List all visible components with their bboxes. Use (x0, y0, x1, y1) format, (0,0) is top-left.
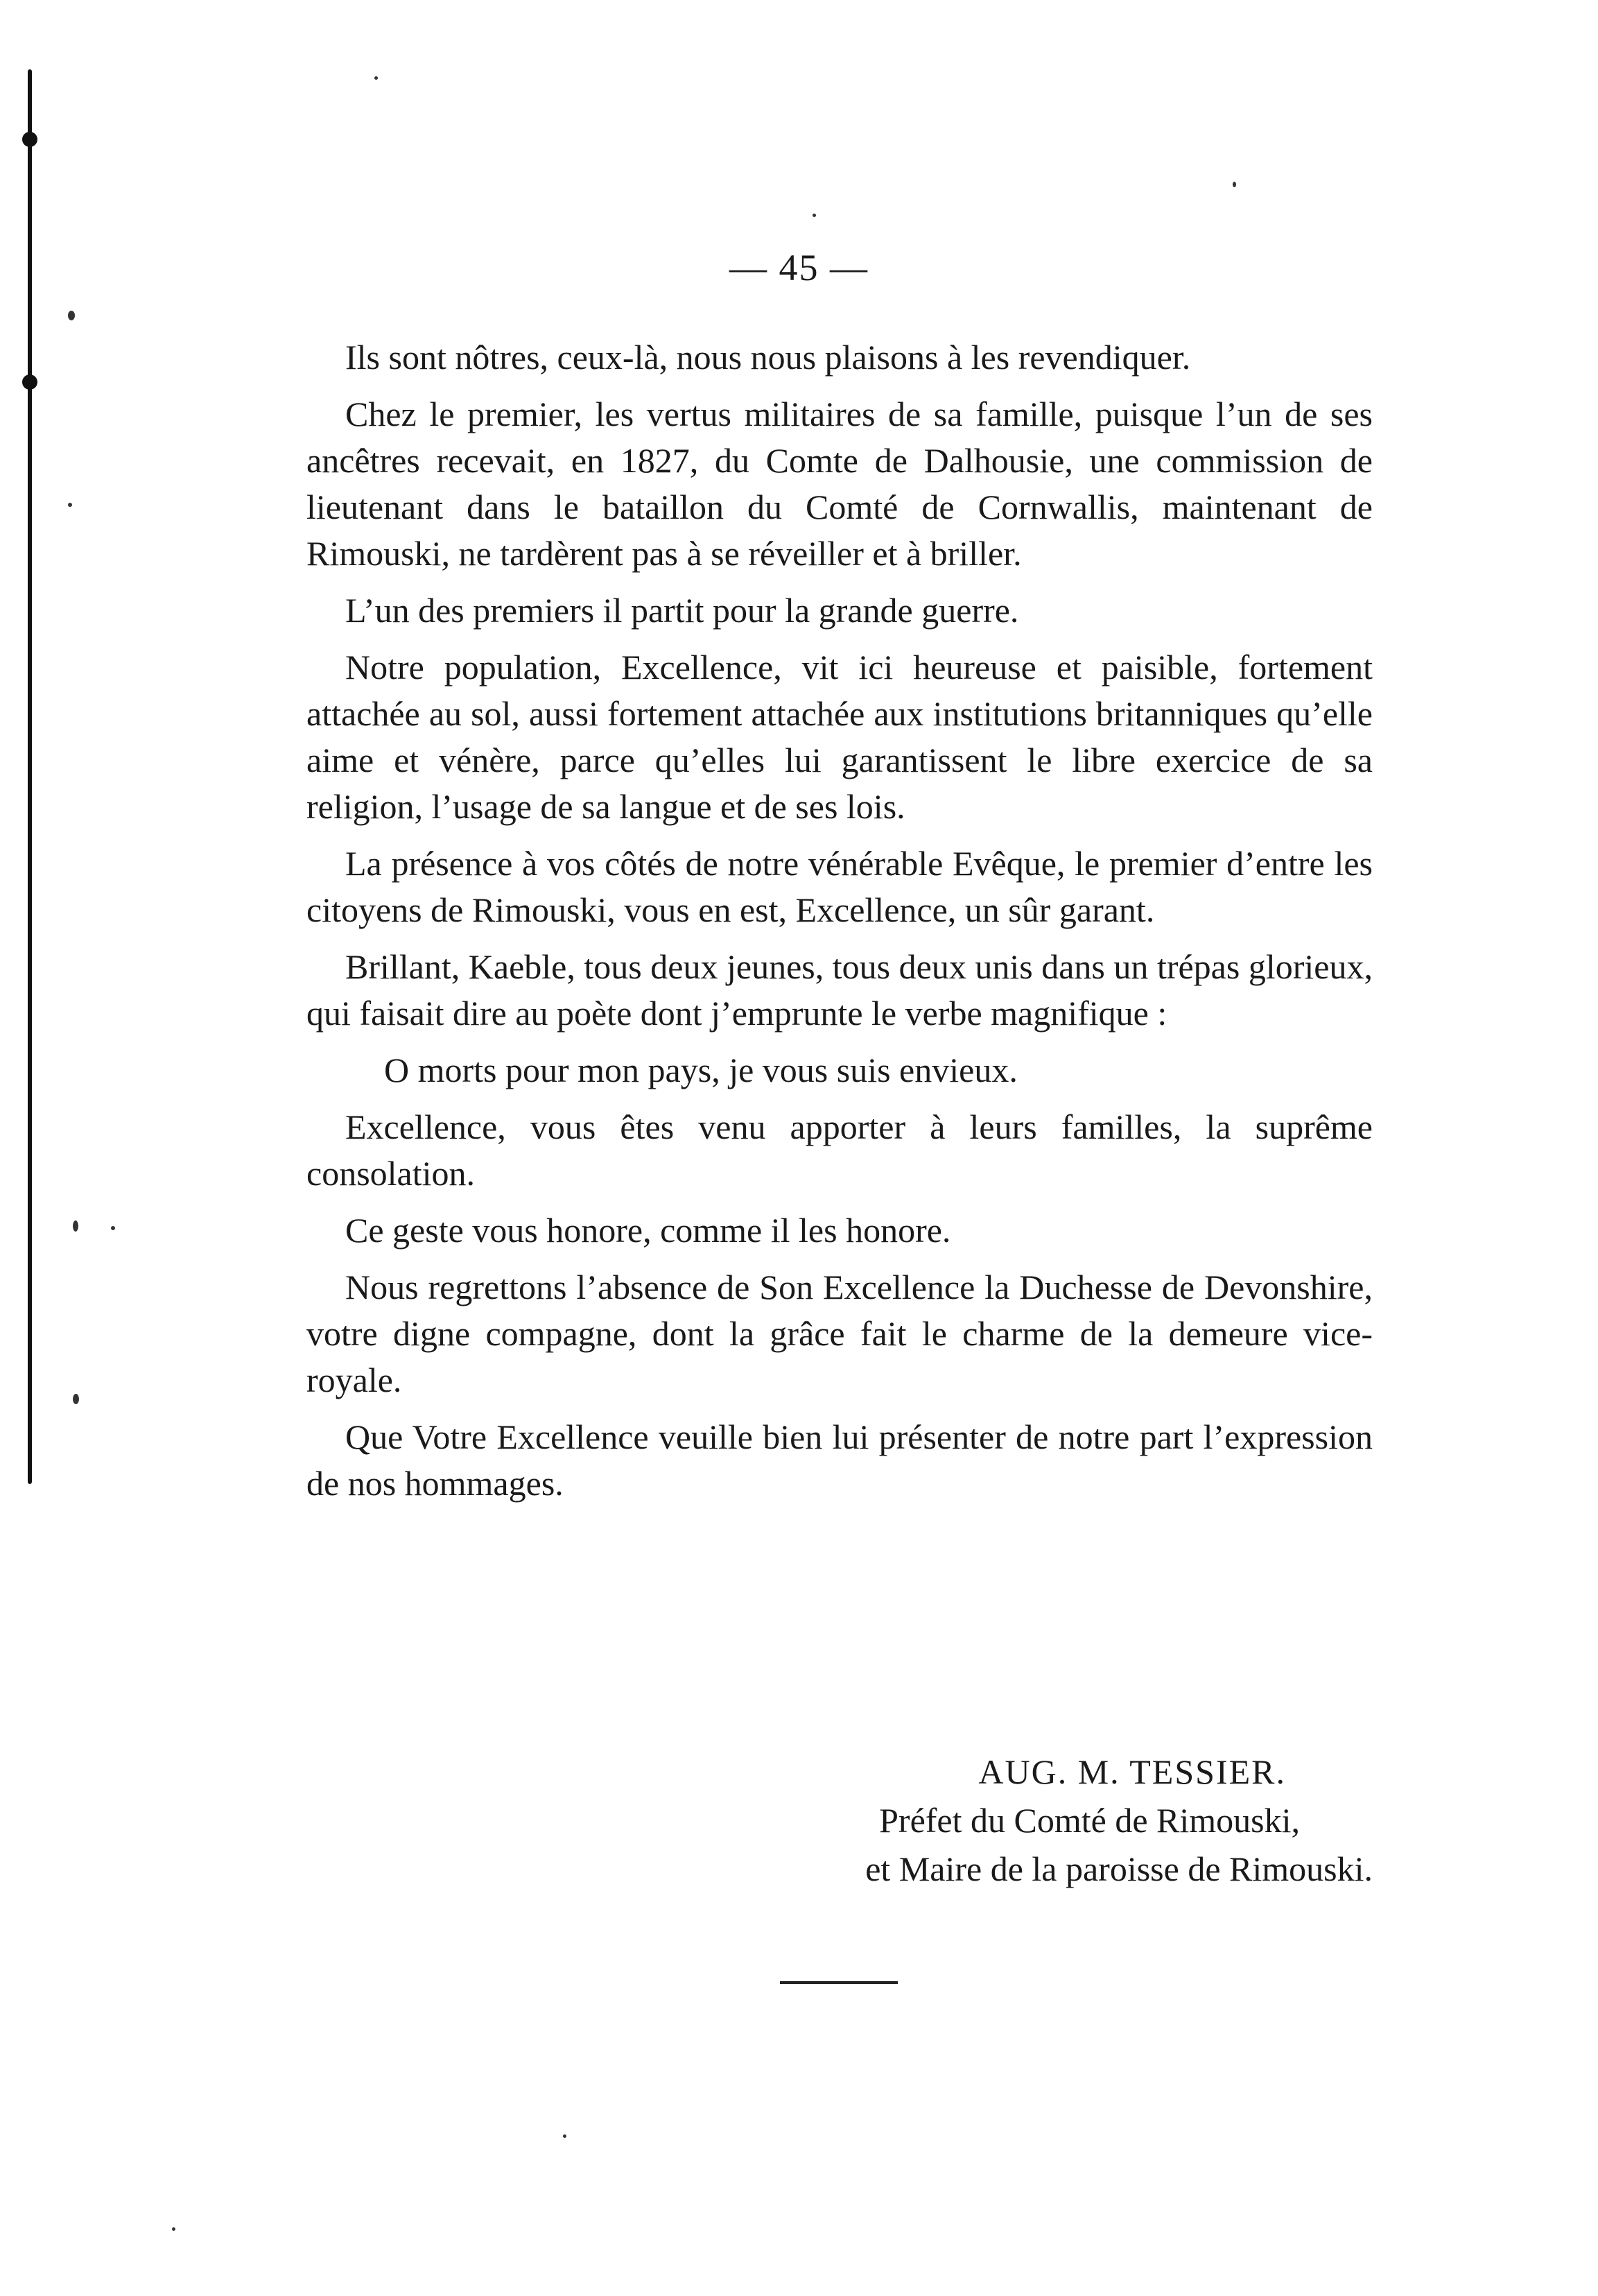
paragraph: Ils sont nôtres, ceux-là, nous nous plaisons à les revendiquer. (345, 338, 1191, 377)
paragraph: Excellence, vous êtes venu apporter à leurs familles, la suprême consolation. (306, 1107, 1373, 1193)
paragraph: Nous regrettons l’absence de Son Excellence la Duchesse de Devonshire, votre digne compagne, dont la grâce fait le charme de la demeure vice-royale. (306, 1268, 1373, 1399)
scan-speck (68, 503, 72, 507)
scan-speck (73, 1220, 78, 1232)
scan-speck (172, 2227, 175, 2231)
scan-speck (374, 76, 378, 80)
scan-speck (1233, 182, 1236, 187)
scan-speck (111, 1226, 115, 1230)
scan-speck (68, 311, 75, 320)
binding-mark (22, 132, 37, 147)
paragraph: Notre population, Excellence, vit ici heureuse et paisible, fortement attachée au sol, aussi fortement attachée aux institutions britanniques qu’elle aime et vénère, parce qu’elles lui garantissent le libre exercice de sa religion, l’usage de sa langue et de ses lois. (306, 648, 1373, 826)
paragraph: Brillant, Kaeble, tous deux jeunes, tous deux unis dans un trépas glorieux, qui faisait dire au poète dont j’emprunte le verbe magnifique : (306, 947, 1373, 1033)
verse-quote: O morts pour mon pays, je vous suis envieux. (384, 1051, 1018, 1089)
paragraph: Ce geste vous honore, comme il les honore. (345, 1211, 951, 1250)
paragraph: La présence à vos côtés de notre vénérable Evêque, le premier d’entre les citoyens de Rimouski, vous en est, Excellence, un sûr garant. (306, 844, 1373, 929)
signatory-title: et Maire de la paroisse de Rimouski. (865, 1849, 1373, 1888)
scan-speck (813, 214, 816, 217)
signature-block (0, 1747, 1373, 1893)
closing-rule (780, 1981, 898, 1984)
page-number: — 45 — (729, 247, 869, 288)
paragraph: L’un des premiers il partit pour la grande guerre. (345, 591, 1019, 630)
paragraph: Chez le premier, les vertus militaires de sa famille, puisque l’un de ses ancêtres recevait, en 1827, du Comte de Dalhousie, une commission de lieutenant dans le bataillon du Comté de Cornwallis, maintenant de Rimouski, ne tardèrent pas à se réveiller et à briller. (306, 395, 1373, 573)
scan-speck (563, 2134, 566, 2138)
scan-speck (73, 1394, 79, 1404)
signatory-name: AUG. M. TESSIER. (978, 1752, 1286, 1791)
binding-mark (22, 374, 37, 390)
paragraph: Que Votre Excellence veuille bien lui présenter de notre part l’expression de nos hommages. (306, 1417, 1373, 1503)
body-text (306, 334, 1373, 1517)
signatory-title: Préfet du Comté de Rimouski, (879, 1801, 1300, 1840)
